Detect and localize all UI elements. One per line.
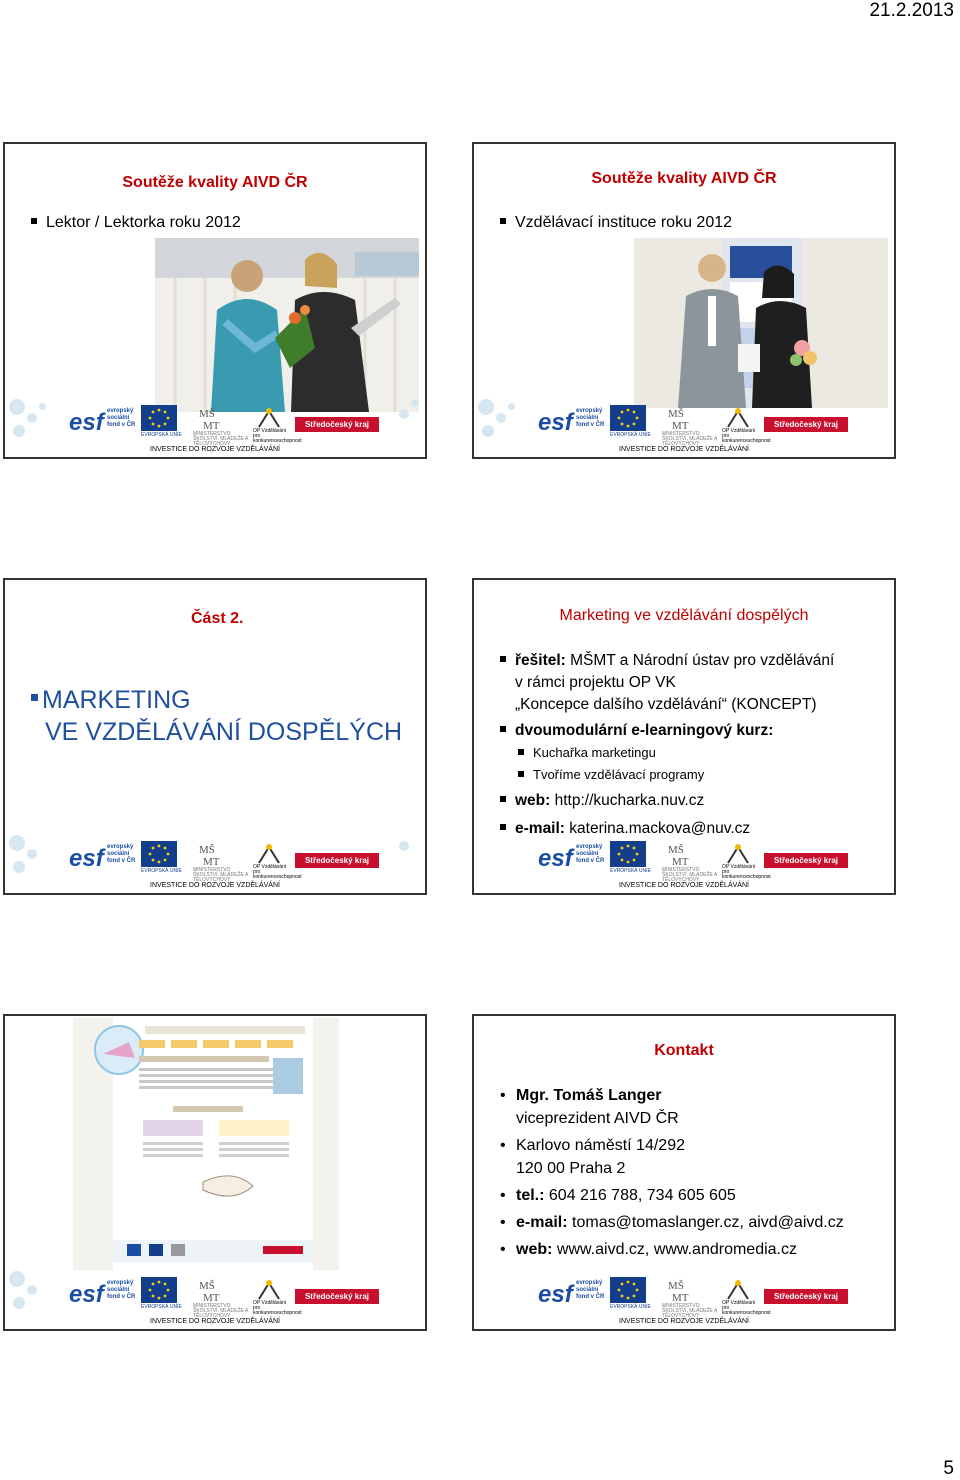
kraj-logo: Středočeský kraj — [764, 417, 848, 432]
msmt-caption: MINISTERSTVO ŠKOLSTVÍ, MLÁDEŽE A TĚLOVÝCHOVY — [193, 867, 249, 883]
bullet-web: web: http://kucharka.nuv.cz — [500, 790, 890, 812]
footer-band — [474, 399, 894, 457]
contact-email: • e-mail: tomas@tomaslanger.cz, aivd@aivd.cz — [500, 1211, 890, 1234]
contact-role: viceprezident AIVD ČR — [516, 1110, 679, 1127]
svg-text:MŠ: MŠ — [199, 1280, 215, 1292]
msmt-caption: MINISTERSTVO ŠKOLSTVÍ, MLÁDEŽE A TĚLOVÝCHOVY — [193, 1303, 249, 1319]
footer-band — [474, 835, 894, 893]
section-title-line1: MARKETING — [31, 686, 191, 715]
funding-logos — [538, 841, 848, 883]
slide-title: Kontakt — [654, 1042, 714, 1059]
bullet-email: e-mail: katerina.mackova@nuv.cz — [500, 818, 890, 840]
invest-caption: INVESTICE DO ROZVOJE VZDĚLÁVÁNÍ — [150, 1318, 280, 1325]
esf-logo: esf — [538, 1281, 573, 1308]
contact-address: • Karlovo náměstí 14/292 — [500, 1134, 890, 1157]
esf-logo-text: evropský sociální fond v ČR — [107, 844, 136, 864]
op-caption: OP Vzdělávání pro konkurenceschopnost — [253, 864, 302, 880]
esf-logo: esf — [538, 409, 573, 436]
eu-caption: EVROPSKÁ UNIE — [141, 868, 182, 874]
kraj-logo: Středočeský kraj — [295, 417, 379, 432]
bullet-resitel: řešitel: MŠMT a Národní ústav pro vzdělávání — [500, 650, 890, 672]
svg-text:MŠ: MŠ — [668, 408, 684, 420]
page-number: 5 — [943, 1458, 954, 1479]
eu-flag-icon — [610, 841, 646, 867]
svg-text:MŠ: MŠ — [668, 844, 684, 856]
slide-bullets — [500, 650, 890, 840]
kraj-logo: Středočeský kraj — [295, 1289, 379, 1304]
footer-band — [5, 399, 425, 457]
esf-logo-text: evropský sociální fond v ČR — [107, 1280, 136, 1300]
slide-section-title — [3, 578, 427, 895]
op-logo — [257, 1279, 281, 1301]
svg-text:MŠ: MŠ — [199, 844, 215, 856]
website-screenshot — [73, 1018, 339, 1270]
op-caption: OP Vzdělávání pro konkurenceschopnost — [253, 1300, 302, 1316]
msmt-logo — [197, 405, 227, 431]
slide-bullet: Vzdělávací instituce roku 2012 — [500, 214, 732, 232]
kraj-logo: Středočeský kraj — [764, 1289, 848, 1304]
eu-caption: EVROPSKÁ UNIE — [141, 1304, 182, 1310]
invest-caption: INVESTICE DO ROZVOJE VZDĚLÁVÁNÍ — [619, 446, 749, 453]
eu-flag-icon — [610, 1277, 646, 1303]
slide-bullet: Lektor / Lektorka roku 2012 — [31, 214, 241, 232]
contact-web: • web: www.aivd.cz, www.andromedia.cz — [500, 1238, 890, 1261]
eu-caption: EVROPSKÁ UNIE — [610, 868, 651, 874]
op-caption: OP Vzdělávání pro konkurenceschopnost — [722, 428, 771, 444]
svg-text:MT: MT — [672, 856, 689, 867]
award-photo — [634, 238, 888, 408]
msmt-logo — [197, 1277, 227, 1303]
slide-marketing — [472, 578, 896, 895]
bullet-kurz: dvoumodulární e-learningový kurz: — [500, 720, 890, 742]
funding-logos — [69, 841, 379, 883]
eu-flag-icon — [141, 1277, 177, 1303]
contact-name: • Mgr. Tomáš Langer — [500, 1084, 890, 1107]
op-caption: OP Vzdělávání pro konkurenceschopnost — [253, 428, 302, 444]
footer-band — [5, 835, 425, 893]
svg-text:MT: MT — [203, 420, 220, 431]
esf-logo: esf — [69, 1281, 104, 1308]
eu-flag-icon — [141, 841, 177, 867]
invest-caption: INVESTICE DO ROZVOJE VZDĚLÁVÁNÍ — [619, 882, 749, 889]
msmt-caption: MINISTERSTVO ŠKOLSTVÍ, MLÁDEŽE A TĚLOVÝCHOVY — [662, 867, 718, 883]
eu-flag-icon — [141, 405, 177, 431]
op-logo — [726, 843, 750, 865]
bullet-resitel-line3: „Koncepce dalšího vzdělávání“ (KONCEPT) — [515, 696, 817, 713]
slide-kontakt — [472, 1014, 896, 1331]
svg-text:MT: MT — [203, 856, 220, 867]
op-caption: OP Vzdělávání pro konkurenceschopnost — [722, 1300, 771, 1316]
svg-text:MT: MT — [672, 420, 689, 431]
op-logo — [726, 1279, 750, 1301]
funding-logos — [538, 1277, 848, 1319]
op-logo — [257, 407, 281, 429]
print-date: 21.2.2013 — [869, 0, 954, 21]
msmt-caption: MINISTERSTVO ŠKOLSTVÍ, MLÁDEŽE A TĚLOVÝCHOVY — [662, 1303, 718, 1319]
slide-title: Soutěže kvality AIVD ČR — [122, 174, 308, 191]
eu-caption: EVROPSKÁ UNIE — [610, 432, 651, 438]
msmt-logo — [197, 841, 227, 867]
invest-caption: INVESTICE DO ROZVOJE VZDĚLÁVÁNÍ — [619, 1318, 749, 1325]
section-title-line2: VE VZDĚLÁVÁNÍ DOSPĚLÝCH — [45, 718, 403, 746]
footer-band — [474, 1271, 894, 1329]
eu-caption: EVROPSKÁ UNIE — [610, 1304, 651, 1310]
slide-website-screenshot — [3, 1014, 427, 1331]
op-caption: OP Vzdělávání pro konkurenceschopnost — [722, 864, 771, 880]
section-label: Část 2. — [191, 610, 244, 627]
slide-title: Soutěže kvality AIVD ČR — [591, 170, 777, 187]
eu-flag-icon — [610, 405, 646, 431]
msmt-logo — [666, 405, 696, 431]
svg-text:MT: MT — [672, 1292, 689, 1303]
esf-logo-text: evropský sociální fond v ČR — [576, 844, 605, 864]
funding-logos — [538, 405, 848, 447]
slide-instituce-roku — [472, 142, 896, 459]
sub-bullet-programy: Tvoříme vzdělávací programy — [500, 764, 890, 786]
sub-bullet-kucharka: Kuchařka marketingu — [500, 742, 890, 764]
svg-text:MŠ: MŠ — [199, 408, 215, 420]
esf-logo: esf — [69, 409, 104, 436]
kraj-logo: Středočeský kraj — [764, 853, 848, 868]
invest-caption: INVESTICE DO ROZVOJE VZDĚLÁVÁNÍ — [150, 882, 280, 889]
msmt-caption: MINISTERSTVO ŠKOLSTVÍ, MLÁDEŽE A TĚLOVÝCHOVY — [193, 431, 249, 447]
contact-address-line2: 120 00 Praha 2 — [516, 1160, 626, 1177]
award-photo — [155, 238, 419, 412]
eu-caption: EVROPSKÁ UNIE — [141, 432, 182, 438]
funding-logos — [69, 1277, 379, 1319]
bullet-resitel-line2: v rámci projektu OP VK — [515, 674, 676, 691]
esf-logo: esf — [538, 845, 573, 872]
slide-title: Marketing ve vzdělávání dospělých — [559, 607, 809, 624]
esf-logo-text: evropský sociální fond v ČR — [107, 408, 136, 428]
footer-band — [5, 1271, 425, 1329]
svg-text:MT: MT — [203, 1292, 220, 1303]
contact-phone: • tel.: 604 216 788, 734 605 605 — [500, 1184, 890, 1207]
op-logo — [257, 843, 281, 865]
kraj-logo: Středočeský kraj — [295, 853, 379, 868]
esf-logo-text: evropský sociální fond v ČR — [576, 1280, 605, 1300]
svg-text:MŠ: MŠ — [668, 1280, 684, 1292]
invest-caption: INVESTICE DO ROZVOJE VZDĚLÁVÁNÍ — [150, 446, 280, 453]
funding-logos — [69, 405, 379, 447]
msmt-logo — [666, 841, 696, 867]
msmt-logo — [666, 1277, 696, 1303]
esf-logo-text: evropský sociální fond v ČR — [576, 408, 605, 428]
slide-lektor-roku — [3, 142, 427, 459]
esf-logo: esf — [69, 845, 104, 872]
op-logo — [726, 407, 750, 429]
contact-list — [500, 1084, 890, 1261]
msmt-caption: MINISTERSTVO ŠKOLSTVÍ, MLÁDEŽE A TĚLOVÝCHOVY — [662, 431, 718, 447]
